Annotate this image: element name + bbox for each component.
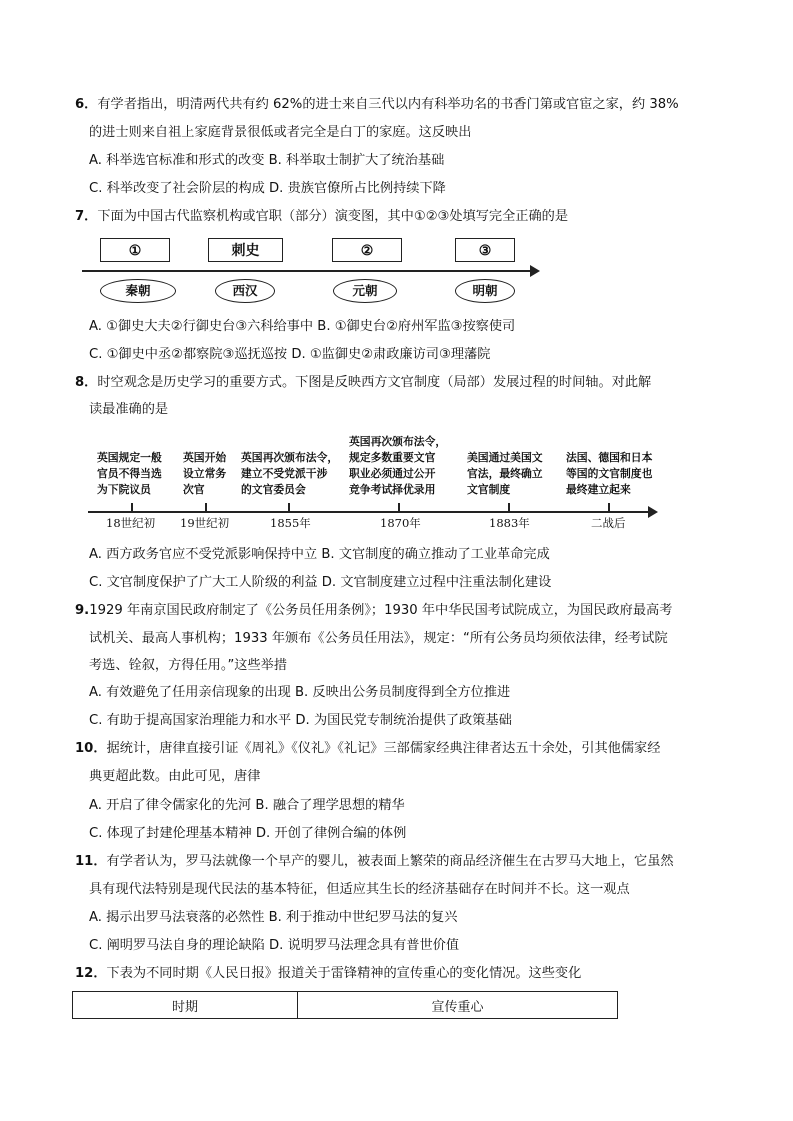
- q6-stem-line2: 的进士则来自祖上家庭背景很低或者完全是白丁的家庭。这反映出: [89, 125, 472, 140]
- q7-box-2: 刺史: [208, 238, 283, 262]
- q7-timeline-axis: [82, 270, 532, 272]
- q10-options-ab: A. 开启了律令儒家化的先河 B. 融合了理学思想的精华: [89, 798, 405, 813]
- q8-time-label: 19世纪初: [180, 516, 230, 530]
- q11-stem-line2: 具有现代法特别是现代民法的基本特征，但适应其生长的经济基础存在时间并不长。这一观点: [89, 882, 630, 897]
- q9-stem-line2: 试机关、最高人事机构；1933 年颁布《公务员任用法》，规定：“所有公务员均须依法律，经考试院: [89, 631, 668, 646]
- q8-time-label: 1883年: [489, 516, 530, 530]
- q8-event-3: 英国再次颁布法令， 建立不受党派干涉 的文官委员会: [241, 451, 339, 496]
- q9-options-ab: A. 有效避免了任用亲信现象的出现 B. 反映出公务员制度得到全方位推进: [89, 685, 511, 700]
- q7-box-1: ①: [100, 238, 170, 262]
- q9-stem-line3: 考选、铨叙，方得任用。”这些举措: [89, 658, 288, 673]
- q8-tick: [205, 503, 207, 512]
- q8-event-4: 英国再次颁布法令， 规定多数重要文官 职业必须通过公开 竞争考试择优录用: [349, 435, 447, 496]
- q8-tick: [131, 503, 133, 512]
- q12-table-header: 宣传重心: [298, 992, 618, 1019]
- q8-stem-line2: 读最准确的是: [89, 402, 169, 417]
- q7-oval-3: 元朝: [333, 279, 397, 303]
- q7-oval-4: 明朝: [455, 279, 515, 303]
- q10-stem-line2: 典更超此数。由此可见，唐律: [89, 769, 261, 784]
- q11-options-ab: A. 揭示出罗马法衰落的必然性 B. 利于推动中世纪罗马法的复兴: [89, 910, 458, 925]
- q8-timeline-axis: [88, 511, 650, 513]
- q7-options-cd: C. ①御史中丞②都察院③巡抚巡按 D. ①监御史②肃政廉访司③理藩院: [89, 347, 491, 362]
- q9-options-cd: C. 有助于提高国家治理能力和水平 D. 为国民党专制统治提供了政策基础: [89, 713, 512, 728]
- q9-stem-line1: 9.1929 年南京国民政府制定了《公务员任用条例》；1930 年中华民国考试院成立，为国民政府最高考: [75, 603, 673, 618]
- q7-box-3: ②: [332, 238, 402, 262]
- q11-stem-line1: 11．有学者认为，罗马法就像一个早产的婴儿，被表面上繁荣的商品经济催生在古罗马大地上，它虽然: [75, 854, 674, 869]
- q8-time-label: 二战后: [591, 516, 626, 530]
- q8-event-2: 英国开始 设立常务 次官: [183, 451, 227, 496]
- q8-arrow-icon: [648, 506, 658, 518]
- q12-stem: 12．下表为不同时期《人民日报》报道关于雷锋精神的宣传重心的变化情况。这些变化: [75, 966, 582, 981]
- q8-event-1: 英国规定一般 官员不得当选 为下院议员: [97, 451, 162, 496]
- q10-options-cd: C. 体现了封建伦理基本精神 D. 开创了律例合编的体例: [89, 826, 407, 841]
- q12-table-header-row: [73, 992, 618, 1019]
- q8-tick: [398, 503, 400, 512]
- q7-stem: 7．下面为中国古代监察机构或官职（部分）演变图，其中①②③处填写完全正确的是: [75, 209, 569, 224]
- q12-table-header: 时期: [73, 992, 298, 1019]
- q8-event-5: 美国通过美国文 官法，最终确立 文官制度: [467, 451, 543, 496]
- q12-table: [72, 991, 618, 1019]
- q6-stem-line1: 6．有学者指出，明清两代共有约 62%的进士来自三代以内有科举功名的书香门第或官宦之家，约 38%: [75, 97, 679, 112]
- q8-time-label: 18世纪初: [106, 516, 156, 530]
- q7-arrow-icon: [530, 265, 540, 277]
- q8-stem-line1: 8．时空观念是历史学习的重要方式。下图是反映西方文官制度（局部）发展过程的时间轴。对此解: [75, 375, 652, 390]
- q8-tick: [508, 503, 510, 512]
- q8-event-6: 法国、德国和日本 等国的文官制度也 最终建立起来: [566, 451, 653, 496]
- q7-options-ab: A. ①御史大夫②行御史台③六科给事中 B. ①御史台②府州军监③按察使司: [89, 319, 516, 334]
- q8-time-label: 1870年: [380, 516, 421, 530]
- q8-options-cd: C. 文官制度保护了广大工人阶级的利益 D. 文官制度建立过程中注重法制化建设: [89, 575, 552, 590]
- q8-options-ab: A. 西方政务官应不受党派影响保持中立 B. 文官制度的确立推动了工业革命完成: [89, 547, 550, 562]
- q10-stem-line1: 10．据统计，唐律直接引证《周礼》《仪礼》《礼记》三部儒家经典注律者达五十余处，引其他儒家经: [75, 741, 661, 756]
- q6-options-cd: C. 科举改变了社会阶层的构成 D. 贵族官僚所占比例持续下降: [89, 181, 446, 196]
- q8-time-label: 1855年: [270, 516, 311, 530]
- q6-options-ab: A. 科举选官标准和形式的改变 B. 科举取士制扩大了统治基础: [89, 153, 445, 168]
- q7-oval-2: 西汉: [215, 279, 275, 303]
- q8-tick: [608, 503, 610, 512]
- q11-options-cd: C. 阐明罗马法自身的理论缺陷 D. 说明罗马法理念具有普世价值: [89, 938, 460, 953]
- q7-box-4: ③: [455, 238, 515, 262]
- q8-tick: [288, 503, 290, 512]
- q7-oval-1: 秦朝: [100, 279, 176, 303]
